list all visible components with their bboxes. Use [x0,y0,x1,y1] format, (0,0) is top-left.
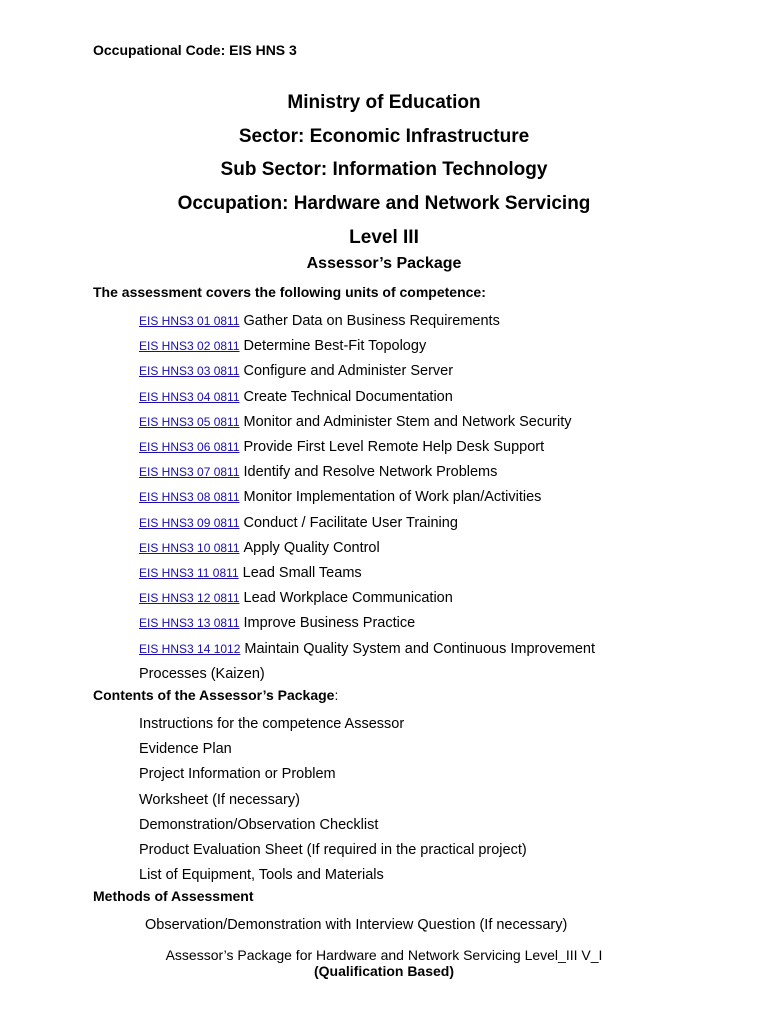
unit-title: Determine Best-Fit Topology [243,338,427,355]
methods-item-text: Observation/Demonstration with Interview Question (If necessary) [145,917,568,933]
list-item [0,737,527,762]
contents-heading-text: Contents of the Assessor’s Package [93,687,335,703]
unit-code-link[interactable]: EIS HNS3 03 0811 [139,364,240,379]
title-level: Level III [349,226,419,248]
list-item [0,410,595,435]
title-sub-sector: Sub Sector: Information Technology [220,159,548,181]
list-item [0,586,595,611]
list-item [0,359,595,384]
contents-item-text: Worksheet (If necessary) [139,791,300,808]
methods-list [0,913,567,938]
unit-title: Monitor Implementation of Work plan/Activities [243,489,542,506]
occupational-code: Occupational Code: EIS HNS 3 [93,42,297,58]
unit-title: Lead Small Teams [242,565,362,582]
list-item [0,435,595,460]
title-sector: Sector: Economic Infrastructure [238,125,530,147]
list-item [0,863,527,888]
unit-code-link[interactable]: EIS HNS3 13 0811 [139,616,240,631]
unit-code-link[interactable]: EIS HNS3 07 0811 [139,465,240,480]
unit-title: Monitor and Administer Stem and Network Security [243,413,572,430]
units-heading: The assessment covers the following units of competence: [93,284,486,300]
unit-code-link[interactable]: EIS HNS3 10 0811 [139,540,240,555]
title-ministry: Ministry of Education [287,92,481,113]
unit-title: Provide First Level Remote Help Desk Support [243,439,545,456]
title-occupation: Occupation: Hardware and Network Servicing [177,193,591,215]
units-list [0,309,595,687]
unit-code-link[interactable]: EIS HNS3 01 0811 [139,314,240,328]
contents-heading [93,687,338,703]
list-item [0,485,595,510]
unit-title: Gather Data on Business Requirements [243,313,500,329]
methods-heading: Methods of Assessment [93,888,254,904]
list-item [0,838,527,863]
unit-code-link[interactable]: EIS HNS3 08 0811 [139,490,240,505]
list-item [0,460,595,485]
unit-title: Lead Workplace Communication [243,590,453,607]
list-item [0,611,595,636]
list-item [0,637,595,687]
unit-code-link[interactable]: EIS HNS3 09 0811 [139,515,240,530]
unit-title: Conduct / Facilitate User Training [243,514,458,531]
list-item [0,334,595,359]
list-item [0,788,527,813]
contents-item-text: Project Information or Problem [139,766,336,783]
unit-title: Identify and Resolve Network Problems [243,464,498,481]
contents-item-text: Demonstration/Observation Checklist [139,816,379,833]
unit-code-link[interactable]: EIS HNS3 04 0811 [139,389,240,404]
unit-code-link[interactable]: EIS HNS3 02 0811 [139,339,240,354]
unit-title: Improve Business Practice [243,615,416,632]
unit-title: Create Technical Documentation [243,388,453,405]
unit-title: Apply Quality Control [243,539,380,556]
unit-code-link[interactable]: EIS HNS3 14 1012 [139,641,241,656]
unit-code-link[interactable]: EIS HNS3 12 0811 [139,591,240,606]
unit-code-link[interactable]: EIS HNS3 05 0811 [139,414,240,429]
list-item [0,511,595,536]
contents-item-text: List of Equipment, Tools and Materials [139,867,384,884]
list-item [0,385,595,410]
contents-list [0,712,527,888]
title-block [0,86,768,254]
list-item [0,309,595,334]
list-item [0,813,527,838]
unit-title-continuation: Processes (Kaizen) [139,665,265,682]
list-item [0,913,567,938]
unit-title: Maintain Quality System and Continuous Improvement [244,640,595,657]
unit-code-link[interactable]: EIS HNS3 11 0811 [139,566,239,581]
unit-title: Configure and Administer Server [243,363,454,380]
package-title: Assessor’s Package [306,255,462,272]
unit-code-link[interactable]: EIS HNS3 06 0811 [139,440,240,455]
contents-item-text: Evidence Plan [139,741,232,758]
contents-item-text: Instructions for the competence Assessor [139,716,405,732]
contents-item-text: Product Evaluation Sheet (If required in the practical project) [139,842,527,859]
contents-heading-colon: : [334,687,339,703]
list-item [0,762,527,787]
list-item [0,712,527,737]
footer-qualification: (Qualification Based) [313,963,455,979]
list-item [0,561,595,586]
list-item [0,536,595,561]
page-footer [0,947,768,979]
footer-line: Assessor’s Package for Hardware and Network Servicing Level_III V_I [165,947,603,963]
